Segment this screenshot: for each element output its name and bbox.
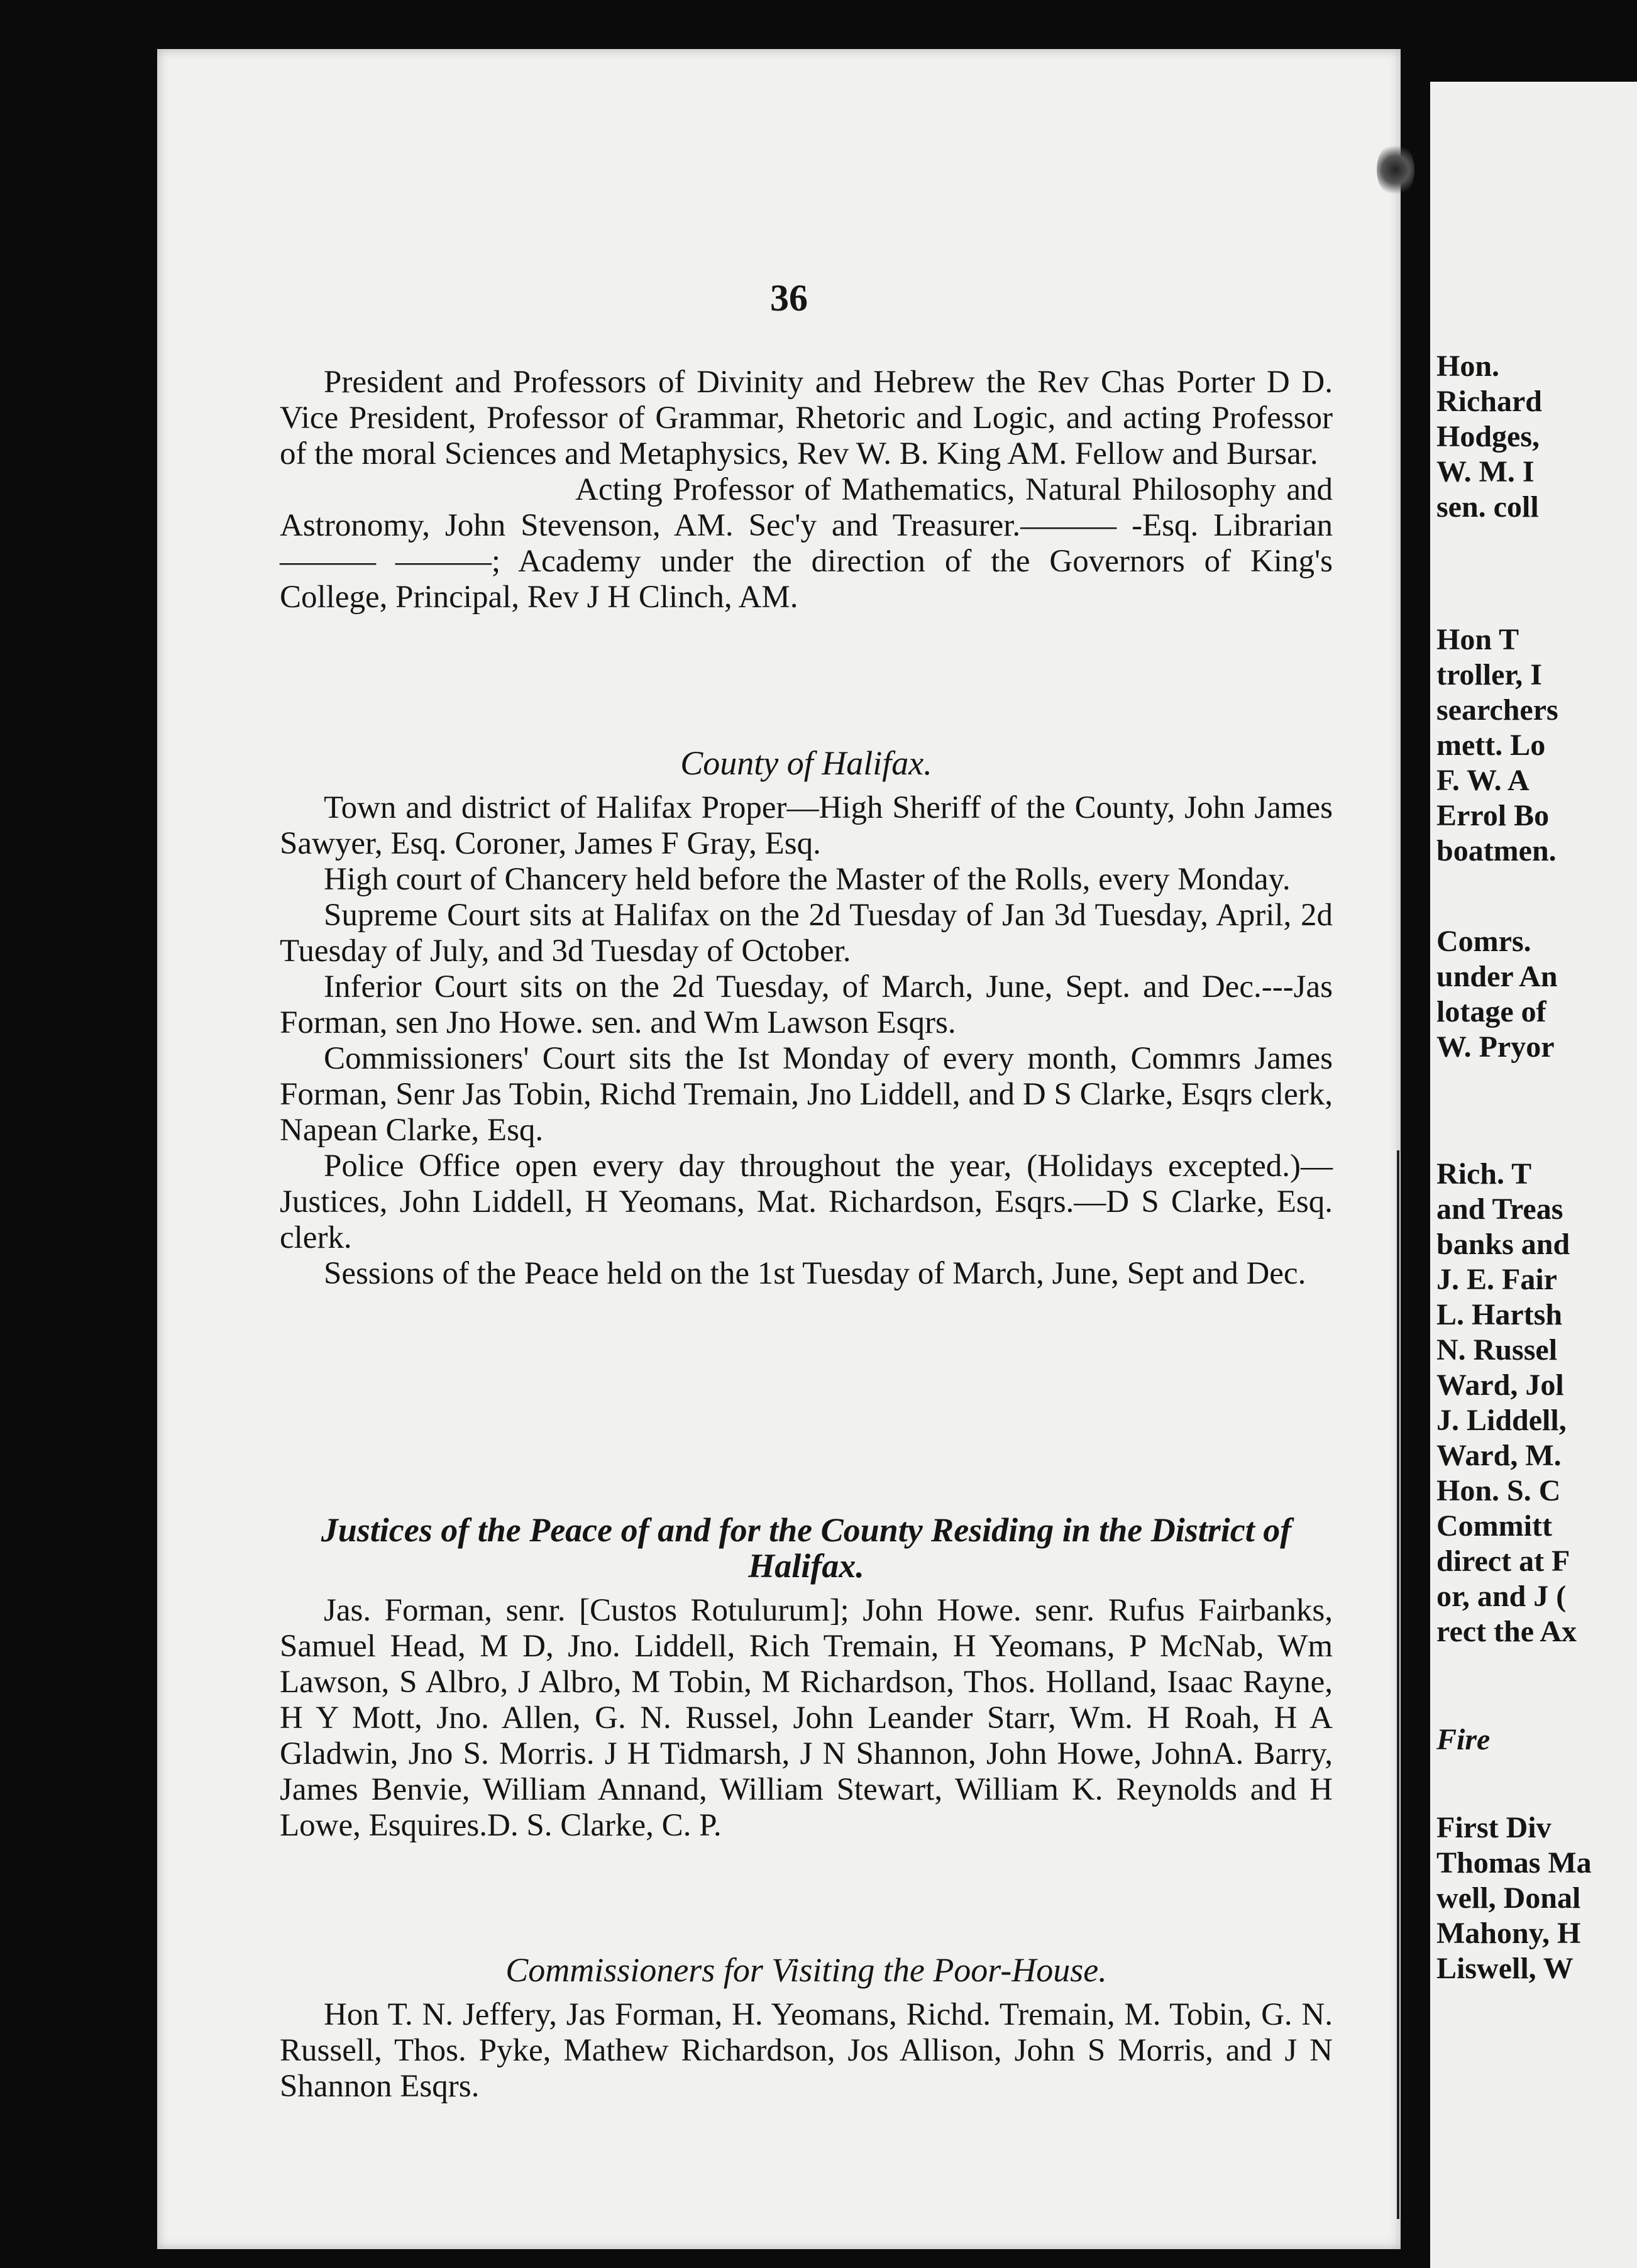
right-fragment-line: N. Russel — [1436, 1333, 1558, 1367]
right-fragment-line: and Treas — [1436, 1192, 1563, 1226]
right-fragment-line: Thomas Ma — [1436, 1846, 1592, 1880]
right-fragment-line: searchers — [1436, 693, 1558, 727]
opening-section — [280, 365, 1333, 615]
right-fragment-line: Ward, M. — [1436, 1439, 1562, 1472]
right-fragment-line: Comrs. — [1436, 925, 1531, 958]
right-fragment-line: banks and — [1436, 1228, 1570, 1261]
right-fragment-line: Rich. T — [1436, 1157, 1532, 1191]
right-fragment-line: sen. coll — [1436, 490, 1539, 524]
right-fragments-4 — [1436, 1157, 1637, 1649]
county-paragraph: High court of Chancery held before the Master of the Rolls, every Monday. — [324, 862, 1291, 897]
right-fragment-line: Ward, Jol — [1436, 1368, 1564, 1402]
right-fragment-line: W. M. I — [1436, 455, 1535, 488]
county-paragraph: Inferior Court sits on the 2d Tuesday, of March, June, Sept. and Dec.---Jas Forman, sen Jno Howe. sen. and Wm Lawson Esqrs. — [280, 969, 1333, 1040]
page-edge-line — [1397, 1150, 1399, 2219]
right-fragment-line: Hon T — [1436, 623, 1519, 656]
poorhouse-paragraph: Hon T. N. Jeffery, Jas Forman, H. Yeomans, Richd. Tremain, M. Tobin, G. N. Russell, Thos. Pyke, Mathew Richardson, Jos Allison, John S Morris, and J N Shannon Esqrs. — [280, 1997, 1333, 2104]
right-fragment-line: Errol Bo — [1436, 799, 1550, 832]
poorhouse-heading: Commissioners for Visiting the Poor-House. — [505, 1951, 1107, 1989]
right-fragment-line: well, Donal — [1436, 1881, 1581, 1915]
right-fragment-line: Hon. — [1436, 350, 1500, 383]
poorhouse-section — [280, 1930, 1333, 2105]
justices-heading: Justices of the Peace of and for the County Residing in the District of Halifax. — [321, 1511, 1292, 1585]
right-fragment-line: Mahony, H — [1436, 1917, 1581, 1950]
right-fragment-line: Committ — [1436, 1509, 1552, 1543]
right-fragment-line: rect the Ax — [1436, 1615, 1577, 1648]
right-fragment-line: troller, I — [1436, 658, 1542, 691]
county-paragraph: Sessions of the Peace held on the 1st Tuesday of March, June, Sept and Dec. — [324, 1256, 1306, 1291]
justices-paragraph: Jas. Forman, senr. [Custos Rotulurum]; John Howe. senr. Rufus Fairbanks, Samuel Head, M D, Jno. Liddell, Rich Tremain, H Yeomans, P McNab, Wm Lawson, S Albro, J Albro, M Tobin, M Richardson, Thos. Holland, Isaac Rayne, H Y Mott, Jno. Allen, G. N. Russel, John Leander Starr, Wm. H Roah, H A Gladwin, Jno S. Morris. J H Tidmarsh, J N Shannon, John Howe, JohnA. Barry, James Benvie, William Annand, William Stewart, William K. Reynolds and H Lowe, Esquires.D. S. Clarke, C. P. — [280, 1593, 1333, 1843]
county-paragraph: Police Office open every day throughout the year, (Holidays excepted.)—Justices, John Liddell, H Yeomans, Mat. Richardson, Esqrs.—D S Clarke, Esq. clerk. — [280, 1148, 1333, 1255]
right-fragment-line: direct at F — [1436, 1544, 1570, 1578]
right-fire-heading — [1436, 1722, 1637, 1758]
right-fragments-5 — [1436, 1810, 1637, 1986]
opening-paragraph-1: President and Professors of Divinity and Hebrew the Rev Chas Porter D D. Vice President, Professor of Grammar, Rhetoric and Logic, and acting Professor of the moral Sciences and Metaphysics, Rev W. B. King AM. Fellow and Bursar. — [280, 365, 1333, 471]
right-fragments-3 — [1436, 924, 1637, 1065]
county-paragraph: Town and district of Halifax Proper—High Sheriff of the County, John James Sawyer, Esq. Coroner, James F Gray, Esq. — [280, 790, 1333, 861]
right-fragment-line: J. Liddell, — [1436, 1404, 1567, 1437]
county-paragraph: Supreme Court sits at Halifax on the 2d Tuesday of Jan 3d Tuesday, April, 2d Tuesday of July, and 3d Tuesday of October. — [280, 898, 1333, 969]
right-fragment-line: or, and J ( — [1436, 1580, 1567, 1613]
county-heading: County of Halifax. — [680, 744, 932, 782]
right-fragment-line: Richard — [1436, 385, 1542, 418]
right-fragment-line: J. E. Fair — [1436, 1263, 1557, 1296]
right-fragment-line: F. W. A — [1436, 764, 1530, 797]
right-fragment-line: Hodges, — [1436, 420, 1540, 453]
opening-paragraph-2: Acting Professor of Mathematics, Natural Philosophy and Astronomy, John Stevenson, AM. Sec'y and Treasurer.——— -Esq. Librarian——— ———; Academy under the direction of the Governors of King's College, Principal, Rev J H Clinch, AM. — [280, 472, 1333, 615]
right-fragment-line: under An — [1436, 960, 1558, 993]
right-fragments-2 — [1436, 622, 1637, 869]
page-number: 36 — [770, 277, 808, 319]
right-fragment-line: Hon. S. C — [1436, 1474, 1561, 1507]
justices-section — [280, 1490, 1333, 1844]
right-fragment-line: mett. Lo — [1436, 729, 1546, 762]
right-fire-heading-text: Fire — [1436, 1723, 1491, 1756]
right-fragment-line: W. Pryor — [1436, 1030, 1555, 1064]
right-fragment-line: Liswell, W — [1436, 1952, 1574, 1985]
right-fragment-line: lotage of — [1436, 995, 1546, 1028]
right-fragment-line: boatmen. — [1436, 834, 1557, 867]
county-section — [280, 723, 1333, 1292]
county-paragraph: Commissioners' Court sits the Ist Monday of every month, Commrs James Forman, Senr Jas Tobin, Richd Tremain, Jno Liddell, and D S Clarke, Esqrs clerk, Napean Clarke, Esq. — [280, 1041, 1333, 1148]
right-fragment-line: First Div — [1436, 1811, 1552, 1844]
ink-spot — [1377, 141, 1414, 198]
right-fragment-line: L. Hartsh — [1436, 1298, 1563, 1331]
right-fragments-1 — [1436, 349, 1637, 525]
